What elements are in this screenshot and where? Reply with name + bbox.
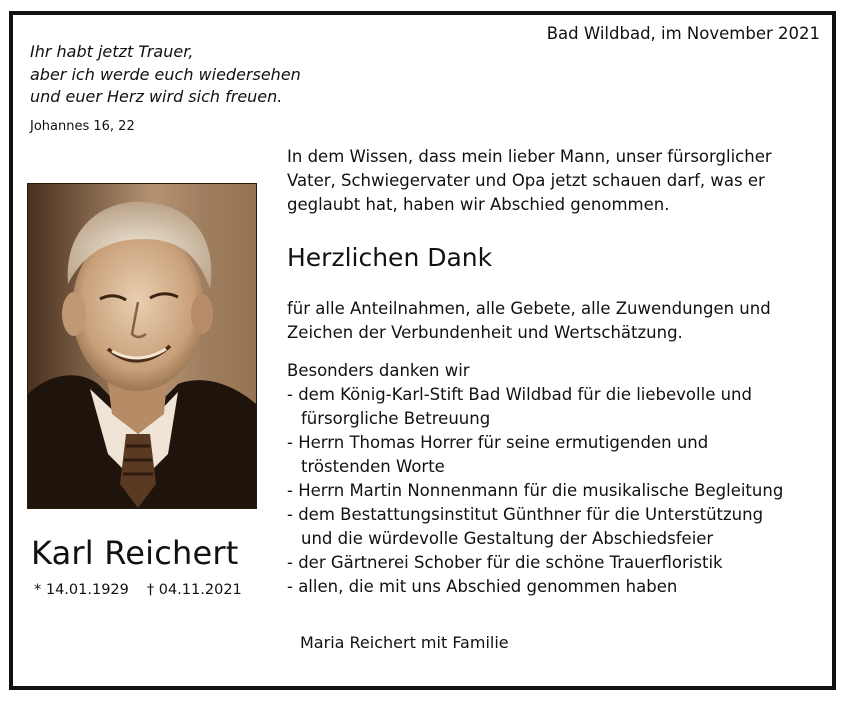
text-line: Vater, Schwiegervater und Opa jetzt schauen darf, was er bbox=[287, 171, 765, 190]
list-item: - der Gärtnerei Schober für die schöne Trauerfloristik bbox=[287, 553, 723, 572]
quote-line: aber ich werde euch wiedersehen bbox=[30, 64, 301, 84]
special-thanks-intro: Besonders danken wir bbox=[287, 361, 470, 380]
text-line: geglaubt hat, haben wir Abschied genommen. bbox=[287, 195, 670, 214]
special-thanks-list bbox=[287, 359, 783, 599]
quote-line: Ihr habt jetzt Trauer, bbox=[30, 42, 194, 61]
list-item: - dem König-Karl-Stift Bad Wildbad für die liebevolle und bbox=[287, 385, 752, 404]
bible-quote bbox=[30, 41, 301, 109]
thanks-heading: Herzlichen Dank bbox=[287, 243, 493, 272]
death-date: † 04.11.2021 bbox=[146, 582, 242, 598]
intro-paragraph bbox=[287, 145, 772, 217]
place-date: Bad Wildbad, im November 2021 bbox=[546, 24, 820, 43]
deceased-name: Karl Reichert bbox=[31, 534, 239, 572]
list-item-continuation: und die würdevolle Gestaltung der Abschiedsfeier bbox=[301, 529, 714, 548]
text-line: In dem Wissen, dass mein lieber Mann, unser fürsorglicher bbox=[287, 147, 772, 166]
quote-line: und euer Herz wird sich freuen. bbox=[30, 87, 283, 106]
list-item: - dem Bestattungsinstitut Günthner für die Unterstützung bbox=[287, 505, 764, 524]
life-dates bbox=[34, 582, 242, 598]
text-line: Zeichen der Verbundenheit und Wertschätzung. bbox=[287, 323, 683, 342]
quote-reference: Johannes 16, 22 bbox=[30, 119, 135, 134]
list-item-continuation: tröstenden Worte bbox=[301, 457, 445, 476]
portrait-photo bbox=[27, 183, 257, 509]
list-item: - Herrn Thomas Horrer für seine ermutigenden und bbox=[287, 433, 709, 452]
list-item: - Herrn Martin Nonnenmann für die musikalische Begleitung bbox=[287, 481, 784, 500]
portrait-illustration bbox=[28, 184, 256, 508]
signature: Maria Reichert mit Familie bbox=[300, 633, 509, 652]
birth-date: * 14.01.1929 bbox=[34, 582, 129, 598]
text-line: für alle Anteilnahmen, alle Gebete, alle Zuwendungen und bbox=[287, 299, 771, 318]
list-item-continuation: fürsorgliche Betreuung bbox=[301, 409, 491, 428]
list-item: - allen, die mit uns Abschied genommen haben bbox=[287, 577, 678, 596]
thanks-paragraph bbox=[287, 297, 771, 345]
